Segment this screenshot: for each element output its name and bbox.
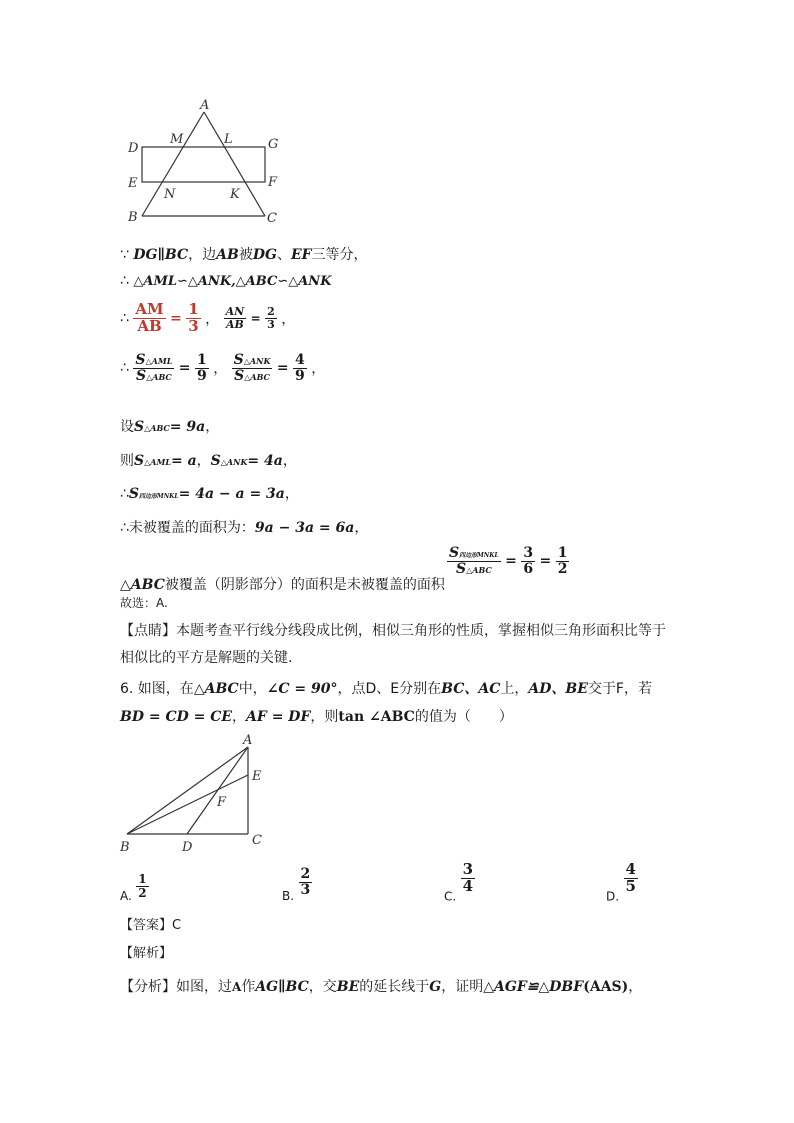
solution-line-3: ∴ $\frac{AM}{AB}$ = $\frac{1}{3}$ ， $\frac{AN}{AB}$ = $\frac{2}{3}$ ，	[120, 300, 296, 335]
label-a: A	[243, 733, 253, 748]
question-6-line-1: 6. 如图，在△ABC中，∠C = 90°，点D、E分别在BC、AC上，AD、BE交于F，若	[120, 681, 652, 697]
solution-line-5: 设S△ABC= 9a，	[120, 419, 220, 435]
question-6-line-2: BD = CD = CE，AF = DF，则tan ∠ABC的值为（ ）	[120, 709, 513, 725]
area-ratio-aml: $\frac{\text{S△AML}}{\text{S△ABC}}$	[135, 352, 173, 384]
label-m: M	[170, 132, 184, 147]
label-l: L	[224, 132, 233, 147]
solution-line-9-fraction: $\frac{\text{S四边形MNKL}}{\text{S△ABC}}$ = $\frac{3}{6}$ = $\frac{1}{2}$	[449, 545, 568, 577]
side-ab	[127, 747, 248, 834]
option-b[interactable]: B. $\frac{2}{3}$	[282, 866, 311, 904]
label-c: C	[267, 211, 277, 226]
label-e: E	[128, 176, 138, 191]
label-d: D	[128, 141, 139, 156]
label-f: F	[268, 175, 278, 190]
solution-line-6: 则S△AML= a，S△ANK= 4a，	[120, 453, 297, 469]
analysis-title: 【解析】	[120, 946, 173, 961]
solution-line-7: ∴S四边形MNKL= 4a − a = 3a，	[120, 486, 299, 502]
solution-line-9: △ABC被覆盖（阴影部分）的面积是未被覆盖的面积	[120, 577, 445, 593]
solution-choice: 故选：A.	[120, 596, 168, 610]
label-g: G	[268, 137, 279, 152]
ratio-am-ab: $\frac{AM}{AB}$	[135, 300, 164, 335]
solution-line-2: ∴ △AML∽△ANK,△ABC∽△ANK	[120, 273, 332, 289]
comment-line-2: 相似比的平方是解题的关键.	[120, 650, 293, 666]
segment-be	[127, 775, 248, 834]
label-b: B	[120, 840, 130, 855]
comment-line-1: 【点睛】本题考查平行线分线段成比例，相似三角形的性质，掌握相似三角形面积比等于	[120, 623, 666, 639]
area-ratio-ank: $\frac{\text{S△ANK}}{\text{S△ABC}}$	[233, 352, 271, 384]
figure-triangle-rectangle	[120, 95, 290, 230]
figure-right-triangle	[115, 730, 275, 858]
analysis-line: 【分析】如图，过A作AG∥BC，交BE的延长线于G，证明△AGF≌△DBF(AAS)，	[120, 979, 643, 995]
ratio-an-ab: $\frac{AN}{AB}$	[225, 305, 245, 331]
label-k: K	[230, 187, 240, 202]
label-b: B	[128, 210, 138, 225]
solution-line-4: ∴ $\frac{\text{S△AML}}{\text{S△ABC}}$ = $\frac{1}{9}$ ， $\frac{\text{S△ANK}}{\text{S△ABC}}$ = $\frac{4}{9}$ ，	[120, 352, 326, 384]
option-d[interactable]: D. $\frac{4}{5}$	[606, 860, 636, 904]
answer: 【答案】C	[120, 918, 182, 933]
label-e: E	[252, 769, 262, 784]
label-c: C	[252, 833, 262, 848]
option-a[interactable]: A. $\frac{1}{2}$	[120, 872, 147, 904]
rectangle-defg	[142, 147, 265, 182]
label-n: N	[164, 187, 176, 202]
label-f: F	[217, 795, 227, 810]
label-a: A	[200, 98, 210, 113]
option-c[interactable]: C. $\frac{3}{4}$	[444, 860, 474, 904]
label-d: D	[182, 840, 193, 855]
solution-line-1: ∵ DG∥BC，边AB被DG、EF三等分，	[120, 247, 368, 263]
solution-line-8: ∴未被覆盖的面积为：9a − 3a = 6a，	[120, 520, 369, 536]
